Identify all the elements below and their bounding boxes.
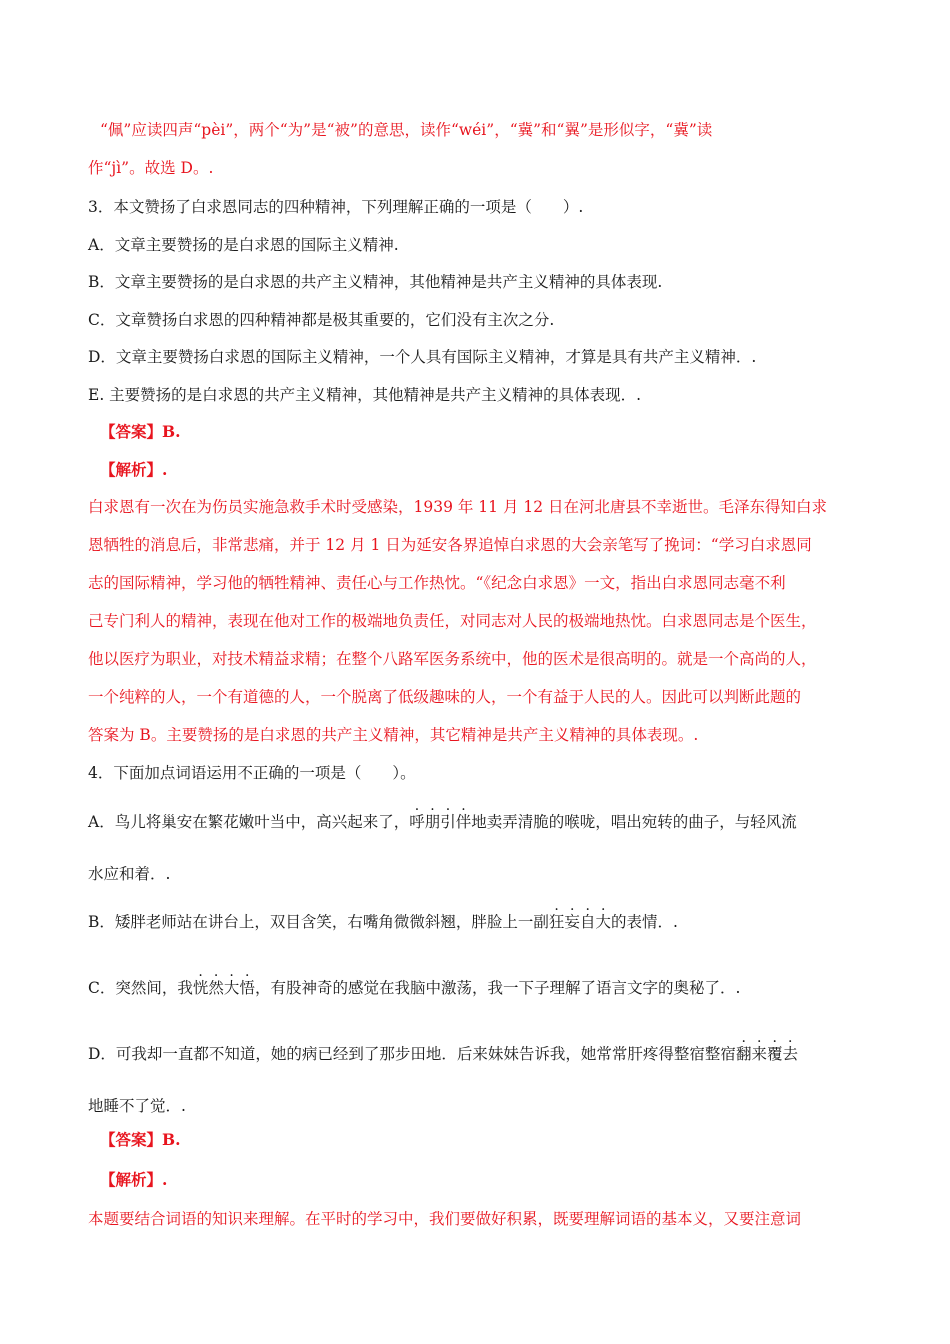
option-text: 的表情．. xyxy=(610,913,678,931)
q2-explanation-line2: 作“jì”。故选 D。. xyxy=(88,159,214,177)
dotted-char: 妄 xyxy=(564,913,580,931)
q3-analysis-line: 答案为 B。主要赞扬的是白求恩的共产主义精神，其它精神是共产主义精神的具体表现。. xyxy=(88,726,699,744)
q3-analysis-line: 他以医疗为职业，对技术精益求精；在整个八路军医务系统中，他的医术是很高明的。就是一个高尚的人， xyxy=(88,650,817,668)
option-text: 地卖弄清脆的喉咙，唱出宛转的曲子，与轻风流 xyxy=(471,813,797,831)
q4-option-a-line2: 水应和着．. xyxy=(88,865,171,883)
dotted-char: 然 xyxy=(208,979,224,997)
q4-analysis-line: 本题要结合词语的知识来理解。在平时的学习中，我们要做好积累，既要理解词语的基本义，又要注意词 xyxy=(88,1210,802,1228)
dotted-char: 朋 xyxy=(424,813,441,831)
q4-option-d xyxy=(88,1044,868,1064)
q3-option-d: D．文章主要赞扬白求恩的国际主义精神，一个人具有国际主义精神，才算是具有共产主义精神．. xyxy=(88,348,757,366)
q4-answer: 【答案】B. xyxy=(100,1130,181,1149)
q4-option-c xyxy=(88,978,878,998)
dotted-char: 大 xyxy=(223,979,240,997)
q3-analysis-line: 一个纯粹的人，一个有道德的人，一个脱离了低级趣味的人，一个有益于人民的人。因此可以判断此题的 xyxy=(88,688,802,706)
q3-analysis-line: 白求恩有一次在为伤员实施急救手术时受感染，1939 年 11 月 12 日在河北唐县不幸逝世。毛泽东得知白求 xyxy=(88,498,828,516)
dotted-char: 大 xyxy=(595,913,611,931)
q3-option-c: C．文章赞扬白求恩的四种精神都是极其重要的，它们没有主次之分. xyxy=(88,311,555,329)
q3-analysis-line: 己专门利人的精神，表现在他对工作的极端地负责任，对同志对人民的极端地热忱。白求恩同志是个医生， xyxy=(88,612,817,630)
q3-answer: 【答案】B. xyxy=(100,422,181,441)
option-text: ，有股神奇的感觉在我脑中激荡，我一下子理解了语言文字的奥秘了．. xyxy=(254,979,741,997)
dotted-char: 覆 xyxy=(766,1045,783,1063)
q3-option-b: B．文章主要赞扬的是白求恩的共产主义精神，其他精神是共产主义精神的具体表现. xyxy=(88,273,663,291)
q4-stem: 4．下面加点词语运用不正确的一项是（ ）。 xyxy=(88,764,416,782)
dotted-char: 呼 xyxy=(409,813,425,831)
dotted-char: 去 xyxy=(782,1045,798,1063)
q3-stem: 3．本文赞扬了白求恩同志的四种精神，下列理解正确的一项是（ ）. xyxy=(88,198,584,216)
dotted-char: 引 xyxy=(440,813,456,831)
dotted-char: 自 xyxy=(579,913,596,931)
dotted-char: 翻 xyxy=(735,1045,752,1063)
option-text: C．突然间，我 xyxy=(88,979,193,997)
q2-explanation-line1: “佩”应读四声“pèi”，两个“为”是“被”的意思，读作“wéi”，“冀”和“翼”是形似字，“冀”读 xyxy=(100,121,713,139)
q4-option-a xyxy=(88,812,878,832)
q4-analysis-label: 【解析】. xyxy=(100,1170,168,1189)
q3-analysis-label: 【解析】. xyxy=(100,460,168,479)
option-text: B．矮胖老师站在讲台上，双目含笑，右嘴角微微斜翘，胖脸上一副 xyxy=(88,913,549,931)
dotted-char: 狂 xyxy=(548,913,565,931)
dotted-char: 悟 xyxy=(239,979,255,997)
q3-analysis-line: 志的国际精神，学习他的牺牲精神、责任心与工作热忱。“《纪念白求恩》一文，指出白求恩同志毫不利 xyxy=(88,574,786,592)
option-text: D．可我却一直都不知道，她的病已经到了那步田地．后来妹妹告诉我，她常常肝疼得整宿整宿 xyxy=(88,1045,736,1063)
option-text: A．鸟儿将巢安在繁花嫩叶当中，高兴起来了， xyxy=(88,813,410,831)
q4-option-d-line2: 地睡不了觉．. xyxy=(88,1097,186,1115)
q3-analysis-line: 恩牺牲的消息后，非常悲痛，并于 12 月 1 日为延安各界追悼白求恩的大会亲笔写了挽词：“学习白求恩同 xyxy=(88,536,812,554)
q4-option-b xyxy=(88,912,878,932)
dotted-char: 来 xyxy=(751,1045,767,1063)
dotted-char: 恍 xyxy=(192,979,209,997)
q3-option-e: E. 主要赞扬的是白求恩的共产主义精神，其他精神是共产主义精神的具体表现．. xyxy=(88,386,642,404)
dotted-char: 伴 xyxy=(455,813,472,831)
q3-option-a: A．文章主要赞扬的是白求恩的国际主义精神. xyxy=(88,236,399,254)
